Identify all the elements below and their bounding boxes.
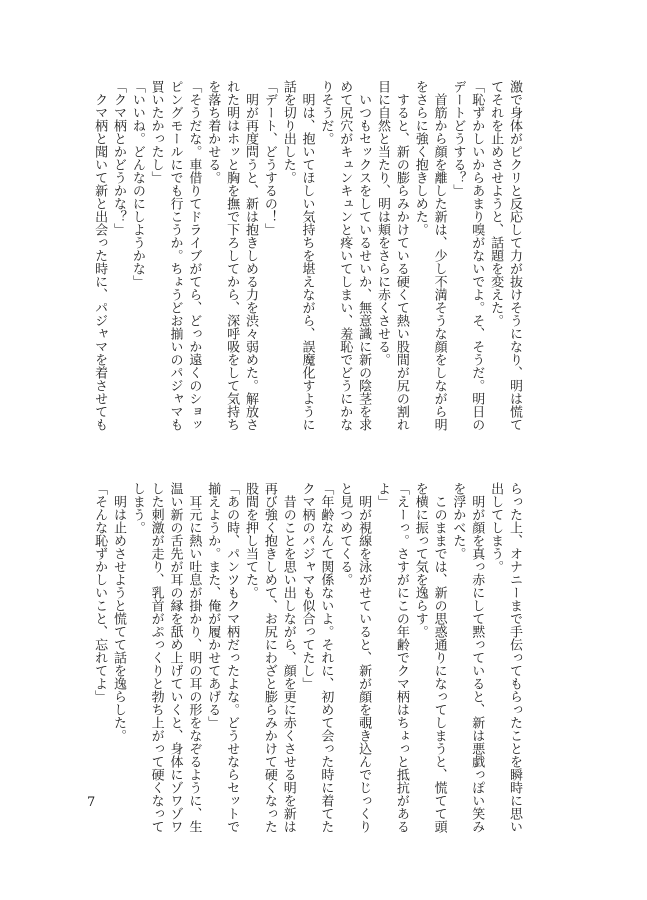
text-column: ピングモールにでも行こうか。ちょうどお揃いのパジャマも xyxy=(167,80,183,431)
text-column: 「クマ柄とかどうかな？」 xyxy=(110,80,126,236)
text-column: れた明はホッと胸を撫で下ろしてから、深呼吸をして気持ち xyxy=(224,80,240,431)
text-column: 「えーっ。さすがにこの年齢でクマ柄はちょっと抵抗がある xyxy=(393,482,409,833)
text-column: 耳元に熱い吐息が掛かり、明の耳の形をなぞるように、生 xyxy=(186,482,202,833)
text-column: めて尻穴がキュンキュンと疼いてしまい、羞恥でどうにかな xyxy=(337,80,353,431)
text-column: しまう。 xyxy=(129,482,145,534)
text-column: 話を切り出した。 xyxy=(280,80,296,184)
text-column: 「そんな恥ずかしいこと、忘れてよ」 xyxy=(92,482,108,703)
text-column: 明は止めさせようと慌てて話を逸らした。 xyxy=(110,482,126,742)
text-column: 「あの時、パンツもクマ柄だったよな。どうせならセットで xyxy=(224,482,240,833)
text-column: デートどうする？」 xyxy=(450,80,466,197)
text-column: クマ柄と聞いて新と出会った時に、パジャマを着させても xyxy=(92,80,108,431)
text-column: てそれを止めさせようと、話題を変えた。 xyxy=(488,80,504,327)
text-column: した刺激が走り、乳首がぷっくりと勃ち上がって硬くなって xyxy=(148,482,164,833)
page-number: 7 xyxy=(87,795,96,810)
text-column: 「デート、どうするの！」 xyxy=(261,80,277,236)
text-column: 温い新の舌先が耳の縁を舐め上げていくと、身体にゾワゾワ xyxy=(167,482,183,833)
text-column: 「いいね。どんなのにしようかな」 xyxy=(129,80,145,288)
text-column: このままでは、新の思惑通りになってしまうと、慌てて頭 xyxy=(431,482,447,833)
text-column: 買いたかったし」 xyxy=(148,80,164,184)
text-column: りそうだ。 xyxy=(318,80,334,145)
text-column: 目に自然と当たり、明は頬をさらに赤くさせる。 xyxy=(374,80,390,366)
text-column: 出してしまう。 xyxy=(488,482,504,573)
lower-text-block xyxy=(89,482,523,834)
text-column: いつもセックスをしているせいか、無意識に新の陰茎を求 xyxy=(356,80,372,431)
text-column: 「年齢なんて関係ないよ。それに、初めて会った時に着てた xyxy=(318,482,334,833)
text-column: 明が再度問うと、新は抱きしめる力を渋々弱めた。解放さ xyxy=(242,80,258,431)
text-column: 揃えようか。また、俺が履かせてあげる」 xyxy=(205,482,221,729)
text-column: 明が顔を真っ赤にして黙っていると、新は悪戯っぽい笑み xyxy=(469,482,485,833)
text-column: を浮かべた。 xyxy=(450,482,466,560)
text-column: を横に振って気を逸らす。 xyxy=(412,482,428,638)
text-column: 明は、抱いてほしい気持ちを堪えながら、誤魔化すように xyxy=(299,80,315,431)
text-column: すると、新の膨らみかけている硬くて熱い股間が尻の割れ xyxy=(393,80,409,431)
text-column: をさらに強く抱きしめた。 xyxy=(412,80,428,236)
text-column: 昔のことを思い出しながら、顔を更に赤くさせる明を新は xyxy=(280,482,296,833)
text-column: 首筋から顔を離した新は、少し不満そうな顔をしながら明 xyxy=(431,80,447,431)
text-column: を落ち着かせる。 xyxy=(205,80,221,184)
text-column: 「そうだな。車借りてドライブがてら、どっか遠くのショッ xyxy=(186,80,202,431)
text-column: よ」 xyxy=(374,482,390,508)
text-column: 激で身体がピクリと反応して力が抜けそうになり、明は慌て xyxy=(507,80,522,431)
text-column: 「恥ずかしいからあまり嗅がないでよ。そ、そうだ。明日の xyxy=(469,80,485,431)
text-column: クマ柄のパジャマも似合ってたし」 xyxy=(299,482,315,690)
text-column: 股間を押し当てた。 xyxy=(242,482,258,599)
text-column: らった上、オナニーまで手伝ってもらったことを瞬時に思い xyxy=(507,482,522,833)
text-column: 明が視線を泳がせていると、新が顔を覗き込んでじっくり xyxy=(356,482,372,833)
text-column: と見つめてくる。 xyxy=(337,482,353,586)
text-column: 再び強く抱きしめて、お尻にわざと膨らみかけて硬くなった xyxy=(261,482,277,833)
upper-text-block xyxy=(89,80,523,432)
